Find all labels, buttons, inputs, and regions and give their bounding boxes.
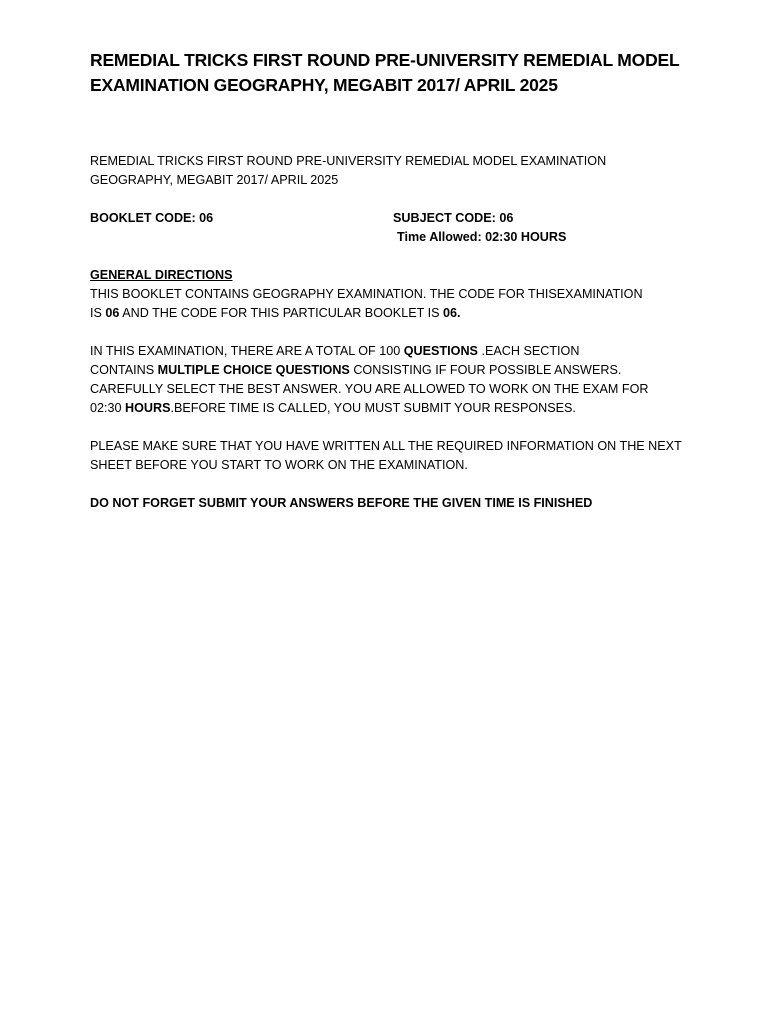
p1-line-2: [90, 304, 690, 323]
hours-emphasis: HOURS: [125, 401, 171, 415]
p2-text: IN THIS EXAMINATION, THERE ARE A TOTAL OF 100: [90, 344, 404, 358]
p2-line-2: [90, 361, 690, 380]
directions-paragraph-3: [90, 437, 690, 475]
mcq-emphasis: MULTIPLE CHOICE QUESTIONS: [157, 363, 350, 377]
directions-paragraph-4: [90, 494, 690, 513]
general-directions: [90, 266, 690, 532]
p2-line-3: CAREFULLY SELECT THE BEST ANSWER. YOU ARE ALLOWED TO WORK ON THE EXAM FOR: [90, 382, 649, 396]
exam-code-value: 06: [105, 306, 120, 320]
title-line-1: REMEDIAL TRICKS FIRST ROUND PRE-UNIVERSITY REMEDIAL MODEL: [90, 50, 680, 70]
p1-text: IS: [90, 306, 106, 320]
subtitle-line-1: REMEDIAL TRICKS FIRST ROUND PRE-UNIVERSITY REMEDIAL MODEL EXAMINATION: [90, 154, 607, 168]
p1-text: AND THE CODE FOR THIS PARTICULAR BOOKLET IS: [119, 306, 443, 320]
exam-subtitle: [90, 152, 650, 190]
p2-text: .BEFORE TIME IS CALLED, YOU MUST SUBMIT YOUR RESPONSES.: [170, 401, 576, 415]
p2-text: 02:30: [90, 401, 126, 415]
p2-line-4: [90, 399, 690, 418]
subtitle-line-2: GEOGRAPHY, MEGABIT 2017/ APRIL 2025: [90, 173, 339, 187]
title-line-2: EXAMINATION GEOGRAPHY, MEGABIT 2017/ APRIL 2025: [90, 75, 558, 95]
questions-emphasis: QUESTIONS: [403, 344, 478, 358]
p2-text: CONSISTING IF FOUR POSSIBLE ANSWERS.: [349, 363, 622, 377]
p2-line-1: [90, 342, 690, 361]
p1-line-1: THIS BOOKLET CONTAINS GEOGRAPHY EXAMINATION. THE CODE FOR THISEXAMINATION: [90, 287, 643, 301]
directions-heading: GENERAL DIRECTIONS: [90, 268, 233, 282]
booklet-code-value: 06.: [442, 306, 461, 320]
subject-code: SUBJECT CODE: 06: [393, 211, 514, 225]
directions-paragraph-2: [90, 342, 690, 418]
booklet-code: BOOKLET CODE: 06: [90, 211, 214, 225]
p2-text: .EACH SECTION: [477, 344, 580, 358]
directions-paragraph-1: [90, 285, 690, 323]
time-allowed: Time Allowed: 02:30 HOURS: [397, 230, 567, 244]
p3-line-1: PLEASE MAKE SURE THAT YOU HAVE WRITTEN ALL THE REQUIRED INFORMATION ON THE NEXT: [90, 439, 682, 453]
page-title: [90, 48, 710, 98]
p3-line-2: SHEET BEFORE YOU START TO WORK ON THE EXAMINATION.: [90, 458, 468, 472]
p2-text: CONTAINS: [90, 363, 158, 377]
final-warning: DO NOT FORGET SUBMIT YOUR ANSWERS BEFORE THE GIVEN TIME IS FINISHED: [90, 496, 593, 510]
